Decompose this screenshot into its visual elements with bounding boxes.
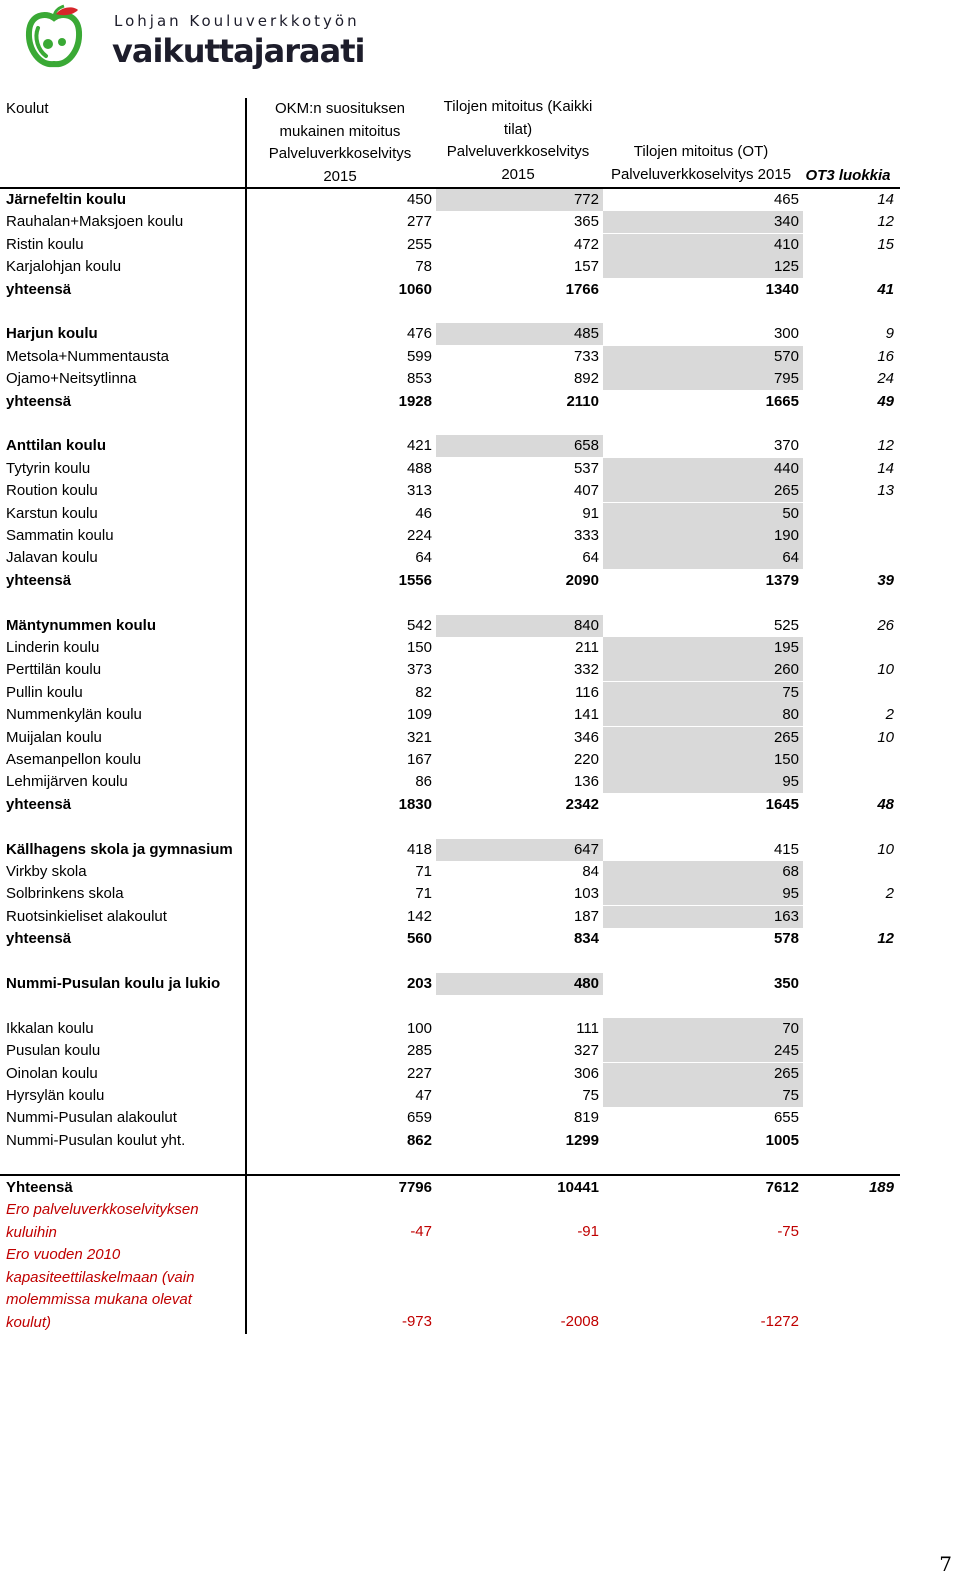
school-name: Jalavan koulu bbox=[6, 549, 98, 566]
table-row bbox=[0, 547, 900, 569]
cell-v4: 14 bbox=[877, 460, 894, 477]
cell-v1: 71 bbox=[415, 885, 432, 902]
cell-v4: 9 bbox=[885, 325, 894, 342]
cell-v4 bbox=[803, 256, 898, 278]
diff1-label: Ero palveluverkkoselvityksen kuluihin bbox=[6, 1201, 199, 1241]
diff2-v2: -2008 bbox=[560, 1313, 599, 1330]
cell-v3: 1005 bbox=[765, 1132, 799, 1149]
cell-v4 bbox=[803, 771, 898, 793]
cell-v4 bbox=[803, 1018, 898, 1040]
grand-total-v1: 7796 bbox=[398, 1179, 432, 1196]
cell-v2: 220 bbox=[573, 751, 599, 768]
cell-v1: 255 bbox=[406, 236, 432, 253]
cell-v1: 142 bbox=[406, 908, 432, 925]
cell-v1: 1928 bbox=[398, 393, 432, 410]
cell-v1: 488 bbox=[406, 460, 432, 477]
diff1-v3: -75 bbox=[777, 1223, 799, 1240]
cell-v4 bbox=[803, 682, 898, 704]
table-row bbox=[0, 1085, 900, 1107]
school-name: Muijalan koulu bbox=[6, 729, 102, 746]
cell-v3: 340 bbox=[603, 211, 803, 233]
cell-v4: 10 bbox=[877, 661, 894, 678]
cell-v3: 440 bbox=[603, 458, 803, 480]
cell-v1: 450 bbox=[406, 191, 432, 208]
cell-v2: 1766 bbox=[565, 281, 599, 298]
cell-v1: 321 bbox=[406, 729, 432, 746]
cell-v2: 64 bbox=[582, 549, 599, 566]
cell-v2: 91 bbox=[582, 505, 599, 522]
cell-v3: 655 bbox=[773, 1109, 799, 1126]
table-row bbox=[0, 615, 900, 637]
cell-v2: 658 bbox=[436, 435, 603, 457]
table-row bbox=[0, 637, 900, 659]
school-name: Sammatin koulu bbox=[6, 527, 114, 544]
cell-v3: 410 bbox=[603, 234, 803, 256]
logo-main-text: vaikuttajaraati bbox=[112, 32, 365, 70]
cell-v1: 86 bbox=[415, 773, 432, 790]
cell-v1: 313 bbox=[406, 482, 432, 499]
logo-top-text: Lohjan Kouluverkkotyön bbox=[114, 12, 360, 30]
total-divider bbox=[0, 1174, 900, 1176]
table-row bbox=[0, 682, 900, 704]
school-name: Lehmijärven koulu bbox=[6, 773, 128, 790]
cell-v3: 150 bbox=[603, 749, 803, 771]
school-name: Källhagens skola ja gymnasium bbox=[6, 841, 233, 858]
table-row bbox=[0, 749, 900, 771]
table-row bbox=[0, 435, 900, 457]
cell-v4: 39 bbox=[877, 572, 894, 589]
school-name: Nummi-Pusulan alakoulut bbox=[6, 1109, 177, 1126]
cell-v3: 795 bbox=[603, 368, 803, 390]
table-row bbox=[0, 1063, 900, 1085]
cell-v3: 95 bbox=[603, 883, 803, 905]
cell-v2: 327 bbox=[573, 1042, 599, 1059]
school-name: Mäntynummen koulu bbox=[6, 617, 157, 634]
cell-v4 bbox=[803, 861, 898, 883]
cell-v4: 12 bbox=[877, 213, 894, 230]
school-name: yhteensä bbox=[6, 572, 72, 589]
cell-v4 bbox=[803, 1063, 898, 1085]
table-row bbox=[0, 704, 900, 726]
table-row bbox=[0, 211, 900, 233]
cell-v3: 70 bbox=[603, 1018, 803, 1040]
diff2-label: Ero vuoden 2010 kapasiteettilaskelmaan (vain molemmissa mukana olevat koulut) bbox=[6, 1246, 195, 1331]
cell-v1: 1830 bbox=[398, 796, 432, 813]
cell-v3: 125 bbox=[603, 256, 803, 278]
school-name: Oinolan koulu bbox=[6, 1065, 98, 1082]
cell-v3: 265 bbox=[603, 480, 803, 502]
school-name: Ristin koulu bbox=[6, 236, 84, 253]
cell-v2: 819 bbox=[573, 1109, 599, 1126]
cell-v2: 332 bbox=[573, 661, 599, 678]
cell-v1: 476 bbox=[406, 325, 432, 342]
cell-v1: 109 bbox=[406, 706, 432, 723]
cell-v3: 1379 bbox=[765, 572, 799, 589]
cell-v4: 14 bbox=[877, 191, 894, 208]
school-name: Linderin koulu bbox=[6, 639, 100, 656]
cell-v1: 203 bbox=[406, 975, 432, 992]
cell-v4 bbox=[803, 637, 898, 659]
school-name: Hyrsylän koulu bbox=[6, 1087, 105, 1104]
school-name: Anttilan koulu bbox=[6, 437, 106, 454]
cell-v2: 480 bbox=[436, 973, 603, 995]
cell-v4 bbox=[803, 525, 898, 547]
subtotal-row bbox=[0, 279, 900, 301]
school-name: Metsola+Nummentausta bbox=[6, 348, 169, 365]
subtotal-row bbox=[0, 928, 900, 950]
cell-v2: 647 bbox=[436, 839, 603, 861]
cell-v3: 75 bbox=[603, 1085, 803, 1107]
diff1-v2: -91 bbox=[577, 1223, 599, 1240]
cell-v3: 350 bbox=[773, 975, 799, 992]
cell-v2: 834 bbox=[573, 930, 599, 947]
cell-v2: 2110 bbox=[566, 393, 599, 410]
school-name: Karjalohjan koulu bbox=[6, 258, 122, 275]
cell-v2: 84 bbox=[582, 863, 599, 880]
diff1-v1: -47 bbox=[410, 1223, 432, 1240]
cell-v1: 82 bbox=[415, 684, 432, 701]
cell-v2: 2090 bbox=[565, 572, 599, 589]
cell-v2: 141 bbox=[573, 706, 599, 723]
school-name: Ruotsinkieliset alakoulut bbox=[6, 908, 167, 925]
cell-v1: 853 bbox=[406, 370, 432, 387]
table-row bbox=[0, 480, 900, 502]
table-row bbox=[0, 906, 900, 928]
cell-v3: 80 bbox=[603, 704, 803, 726]
cell-v3: 265 bbox=[603, 727, 803, 749]
cell-v1: 46 bbox=[415, 505, 432, 522]
cell-v4: 12 bbox=[877, 437, 894, 454]
cell-v1: 47 bbox=[415, 1087, 432, 1104]
cell-v1: 100 bbox=[406, 1020, 432, 1037]
cell-v4 bbox=[803, 1130, 898, 1152]
cell-v3: 370 bbox=[773, 437, 799, 454]
school-name: yhteensä bbox=[6, 930, 72, 947]
school-name: Nummenkylän koulu bbox=[6, 706, 142, 723]
school-name: Roution koulu bbox=[6, 482, 98, 499]
cell-v4: 48 bbox=[877, 796, 894, 813]
cell-v1: 373 bbox=[406, 661, 432, 678]
cell-v3: 465 bbox=[773, 191, 799, 208]
grand-total-label: Yhteensä bbox=[6, 1179, 73, 1196]
cell-v2: 136 bbox=[573, 773, 599, 790]
cell-v2: 2342 bbox=[565, 796, 599, 813]
grand-total-v2: 10441 bbox=[557, 1179, 599, 1196]
cell-v4 bbox=[803, 1107, 898, 1129]
table-row bbox=[0, 839, 900, 861]
cell-v2: 365 bbox=[573, 213, 599, 230]
cell-v2: 211 bbox=[575, 639, 599, 656]
subtotal-row bbox=[0, 391, 900, 413]
cell-v2: 840 bbox=[436, 615, 603, 637]
cell-v3: 1645 bbox=[765, 796, 799, 813]
school-name: Ikkalan koulu bbox=[6, 1020, 94, 1037]
cell-v3: 245 bbox=[603, 1040, 803, 1062]
cell-v1: 64 bbox=[415, 549, 432, 566]
cell-v2: 772 bbox=[436, 189, 603, 211]
cell-v4: 26 bbox=[877, 617, 894, 634]
cell-v4: 10 bbox=[877, 729, 894, 746]
okm-header: OKM:n suosituksen mukainen mitoitus Palveluverkkoselvitys 2015 bbox=[268, 100, 412, 185]
cell-v1: 285 bbox=[406, 1042, 432, 1059]
cell-v3: 95 bbox=[603, 771, 803, 793]
cell-v2: 1299 bbox=[565, 1132, 599, 1149]
cell-v3: 265 bbox=[603, 1063, 803, 1085]
grand-total-v3: 7612 bbox=[765, 1179, 799, 1196]
cell-v3: 163 bbox=[603, 906, 803, 928]
apple-logo-icon bbox=[24, 4, 84, 70]
school-name: Karstun koulu bbox=[6, 505, 98, 522]
cell-v3: 415 bbox=[773, 841, 799, 858]
cell-v1: 78 bbox=[415, 258, 432, 275]
cell-v3: 195 bbox=[603, 637, 803, 659]
cell-v2: 187 bbox=[573, 908, 599, 925]
table-row bbox=[0, 256, 900, 278]
school-name: Virkby skola bbox=[6, 863, 87, 880]
cell-v3: 1340 bbox=[765, 281, 799, 298]
subtotal-row bbox=[0, 794, 900, 816]
cell-v1: 1060 bbox=[398, 281, 432, 298]
table-row bbox=[0, 503, 900, 525]
cell-v2: 892 bbox=[573, 370, 599, 387]
grand-total-v4: 189 bbox=[868, 1179, 894, 1196]
school-name: Pusulan koulu bbox=[6, 1042, 101, 1059]
cell-v3: 578 bbox=[773, 930, 799, 947]
cell-v3: 260 bbox=[603, 659, 803, 681]
table-row bbox=[0, 861, 900, 883]
table-row bbox=[0, 458, 900, 480]
cell-v1: 227 bbox=[406, 1065, 432, 1082]
cell-v1: 418 bbox=[406, 841, 432, 858]
cell-v4: 16 bbox=[877, 348, 894, 365]
cell-v3: 1665 bbox=[765, 393, 799, 410]
table-row bbox=[0, 883, 900, 905]
school-name: yhteensä bbox=[6, 281, 72, 298]
cell-v3: 300 bbox=[773, 325, 799, 342]
table-row bbox=[0, 771, 900, 793]
table-row bbox=[0, 1040, 900, 1062]
cell-v2: 103 bbox=[573, 885, 599, 902]
cell-v4 bbox=[803, 973, 898, 995]
cell-v2: 485 bbox=[436, 323, 603, 345]
cell-v2: 333 bbox=[573, 527, 599, 544]
table-row bbox=[0, 234, 900, 256]
cell-v1: 224 bbox=[406, 527, 432, 544]
cell-v4 bbox=[803, 1085, 898, 1107]
cell-v4: 10 bbox=[877, 841, 894, 858]
cell-v1: 599 bbox=[406, 348, 432, 365]
subtotal-row bbox=[0, 570, 900, 592]
school-name: Rauhalan+Maksjoen koulu bbox=[6, 213, 184, 230]
table-row bbox=[0, 346, 900, 368]
cell-v1: 862 bbox=[406, 1132, 432, 1149]
cell-v4 bbox=[803, 547, 898, 569]
table-row bbox=[0, 1107, 900, 1129]
cell-v3: 75 bbox=[603, 682, 803, 704]
cell-v4: 13 bbox=[877, 482, 894, 499]
cell-v2: 407 bbox=[573, 482, 599, 499]
cell-v2: 306 bbox=[573, 1065, 599, 1082]
cell-v2: 116 bbox=[575, 684, 599, 701]
cell-v1: 542 bbox=[406, 617, 432, 634]
cell-v1: 150 bbox=[406, 639, 432, 656]
school-name: yhteensä bbox=[6, 393, 72, 410]
all-spaces-header: Tilojen mitoitus (Kaikki tilat) Palveluverkkoselvitys 2015 bbox=[443, 98, 593, 183]
cell-v4: 2 bbox=[885, 706, 894, 723]
table-row bbox=[0, 727, 900, 749]
school-name: Pullin koulu bbox=[6, 684, 83, 701]
school-name: Perttilän koulu bbox=[6, 661, 102, 678]
cell-v4: 24 bbox=[877, 370, 894, 387]
cell-v1: 1556 bbox=[398, 572, 432, 589]
cell-v3: 68 bbox=[603, 861, 803, 883]
cell-v4: 12 bbox=[877, 930, 894, 947]
table-row bbox=[0, 1130, 900, 1152]
cell-v4: 2 bbox=[885, 885, 894, 902]
cell-v2: 733 bbox=[573, 348, 599, 365]
school-name: Tytyrin koulu bbox=[6, 460, 91, 477]
ot3-header: OT3 luokkia bbox=[805, 167, 891, 184]
cell-v2: 75 bbox=[582, 1087, 599, 1104]
cell-v3: 50 bbox=[603, 503, 803, 525]
cell-v2: 537 bbox=[573, 460, 599, 477]
cell-v1: 659 bbox=[406, 1109, 432, 1126]
cell-v4 bbox=[803, 1040, 898, 1062]
table-row bbox=[0, 525, 900, 547]
logo bbox=[24, 4, 365, 70]
table-row bbox=[0, 323, 900, 345]
table-row bbox=[0, 189, 900, 211]
table-row bbox=[0, 368, 900, 390]
schools-header: Koulut bbox=[6, 100, 49, 117]
cell-v3: 190 bbox=[603, 525, 803, 547]
diff2-v1: -973 bbox=[401, 1313, 432, 1330]
school-name: Solbrinkens skola bbox=[6, 885, 124, 902]
cell-v2: 346 bbox=[573, 729, 599, 746]
table-row bbox=[0, 1018, 900, 1040]
cell-v1: 421 bbox=[406, 437, 432, 454]
cell-v1: 167 bbox=[406, 751, 432, 768]
subtotal-row bbox=[0, 973, 900, 995]
cell-v4 bbox=[803, 503, 898, 525]
cell-v4: 49 bbox=[877, 393, 894, 410]
cell-v4: 15 bbox=[877, 236, 894, 253]
cell-v3: 570 bbox=[603, 346, 803, 368]
school-name: yhteensä bbox=[6, 796, 72, 813]
cell-v2: 157 bbox=[573, 258, 599, 275]
cell-v4: 41 bbox=[877, 281, 894, 298]
school-name: Ojamo+Neitsytlinna bbox=[6, 370, 137, 387]
cell-v2: 111 bbox=[576, 1020, 599, 1037]
cell-v4 bbox=[803, 906, 898, 928]
school-name: Nummi-Pusulan koulut yht. bbox=[6, 1132, 186, 1149]
cell-v2: 472 bbox=[573, 236, 599, 253]
table-row bbox=[0, 659, 900, 681]
school-name: Nummi-Pusulan koulu ja lukio bbox=[6, 975, 221, 992]
diff2-v3: -1272 bbox=[760, 1313, 799, 1330]
cell-v1: 277 bbox=[406, 213, 432, 230]
grand-total-row bbox=[0, 1177, 900, 1199]
school-name: Harjun koulu bbox=[6, 325, 98, 342]
school-name: Asemanpellon koulu bbox=[6, 751, 142, 768]
ot-spaces-header: Tilojen mitoitus (OT) Palveluverkkoselvitys 2015 bbox=[610, 143, 792, 183]
page-number: 7 bbox=[939, 1552, 952, 1576]
school-name: Järnefeltin koulu bbox=[6, 191, 127, 208]
cell-v3: 64 bbox=[603, 547, 803, 569]
cell-v4 bbox=[803, 749, 898, 771]
cell-v1: 71 bbox=[415, 863, 432, 880]
cell-v1: 560 bbox=[406, 930, 432, 947]
cell-v3: 525 bbox=[773, 617, 799, 634]
